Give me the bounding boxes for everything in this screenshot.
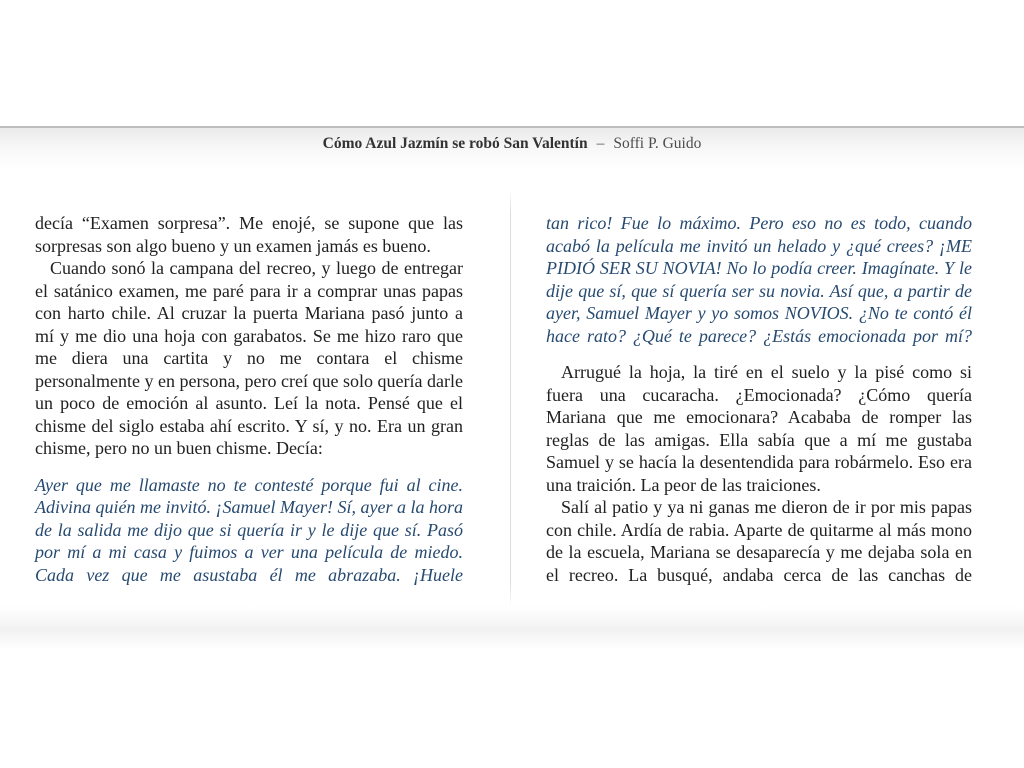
note-quote-paragraph: Ayer que me llamaste no te contesté porque fui al cine. Adivina quién me invitó. ¡Samuel Mayer! Sí, ayer a la hora de la salida me dijo que si quería ir y le dije que sí. Pasó por mí a mi casa y fuimos a ver una película de miedo. Cada vez que me asustaba él me abrazaba. ¡Huele (35, 474, 463, 585)
paragraph-body: Salí al patio y ya ni ganas me dieron de ir por mis papas con chile. Ardía de rabia. Aparte de quitarme al más mono de la escuela, Mariana se desaparecía y me dejaba sola en el recreo. La busqué, andaba cerca de las canchas de (546, 497, 972, 585)
text-column-left (35, 212, 463, 600)
text-column-right (546, 212, 972, 586)
book-title: Cómo Azul Jazmín se robó San Valentín (322, 135, 588, 152)
column-divider (510, 188, 511, 607)
paragraph-continuation: decía “Examen sorpresa”. Me enojé, se supone que las sorpresas son algo bueno y un examen jamás es bueno. (35, 213, 463, 256)
title-author-separator: – (596, 135, 605, 152)
page-bottom-fade (0, 606, 1024, 650)
book-author: Soffi P. Guido (613, 135, 702, 152)
note-quote-paragraph: tan rico! Fue lo máximo. Pero eso no es todo, cuando acabó la película me invitó un helado y ¿qué crees? ¡ME PIDIÓ SER SU NOVIA! No lo podía creer. Imagínate. Y le dije que sí, que sí quería ser su novia. Así que, a partir de ayer, Samuel Mayer y yo somos NOVIOS. ¿No te contó él hace rato? ¿Qué te parece? ¿Estás emocionada por mí? (546, 213, 972, 346)
paragraph-body: Cuando sonó la campana del recreo, y luego de entregar el satánico examen, me paré para ir a comprar unas papas con harto chile. Al cruzar la puerta Mariana pasó junto a mí y me dio una hoja con garabatos. Se me hizo raro que me diera una cartita y no me contara el chisme personalmente y en persona, pero creí que solo quería darle un poco de emoción al asunto. Leí la nota. Pensé que el chisme del siglo estaba ahí escrito. Y sí, y no. Era un gran chisme, pero no un buen chisme. Decía: (35, 258, 463, 458)
paragraph-body: Arrugué la hoja, la tiré en el suelo y la pisé como si fuera una cucaracha. ¿Emocionada? ¿Cómo quería Mariana que me emocionara? Acababa de romper las reglas de las amigas. Ella sabía que a mí me gustaba Samuel y se hacía la desentendida para robármelo. Eso era una traición. La peor de las traiciones. (546, 362, 972, 495)
book-header (0, 129, 1024, 159)
